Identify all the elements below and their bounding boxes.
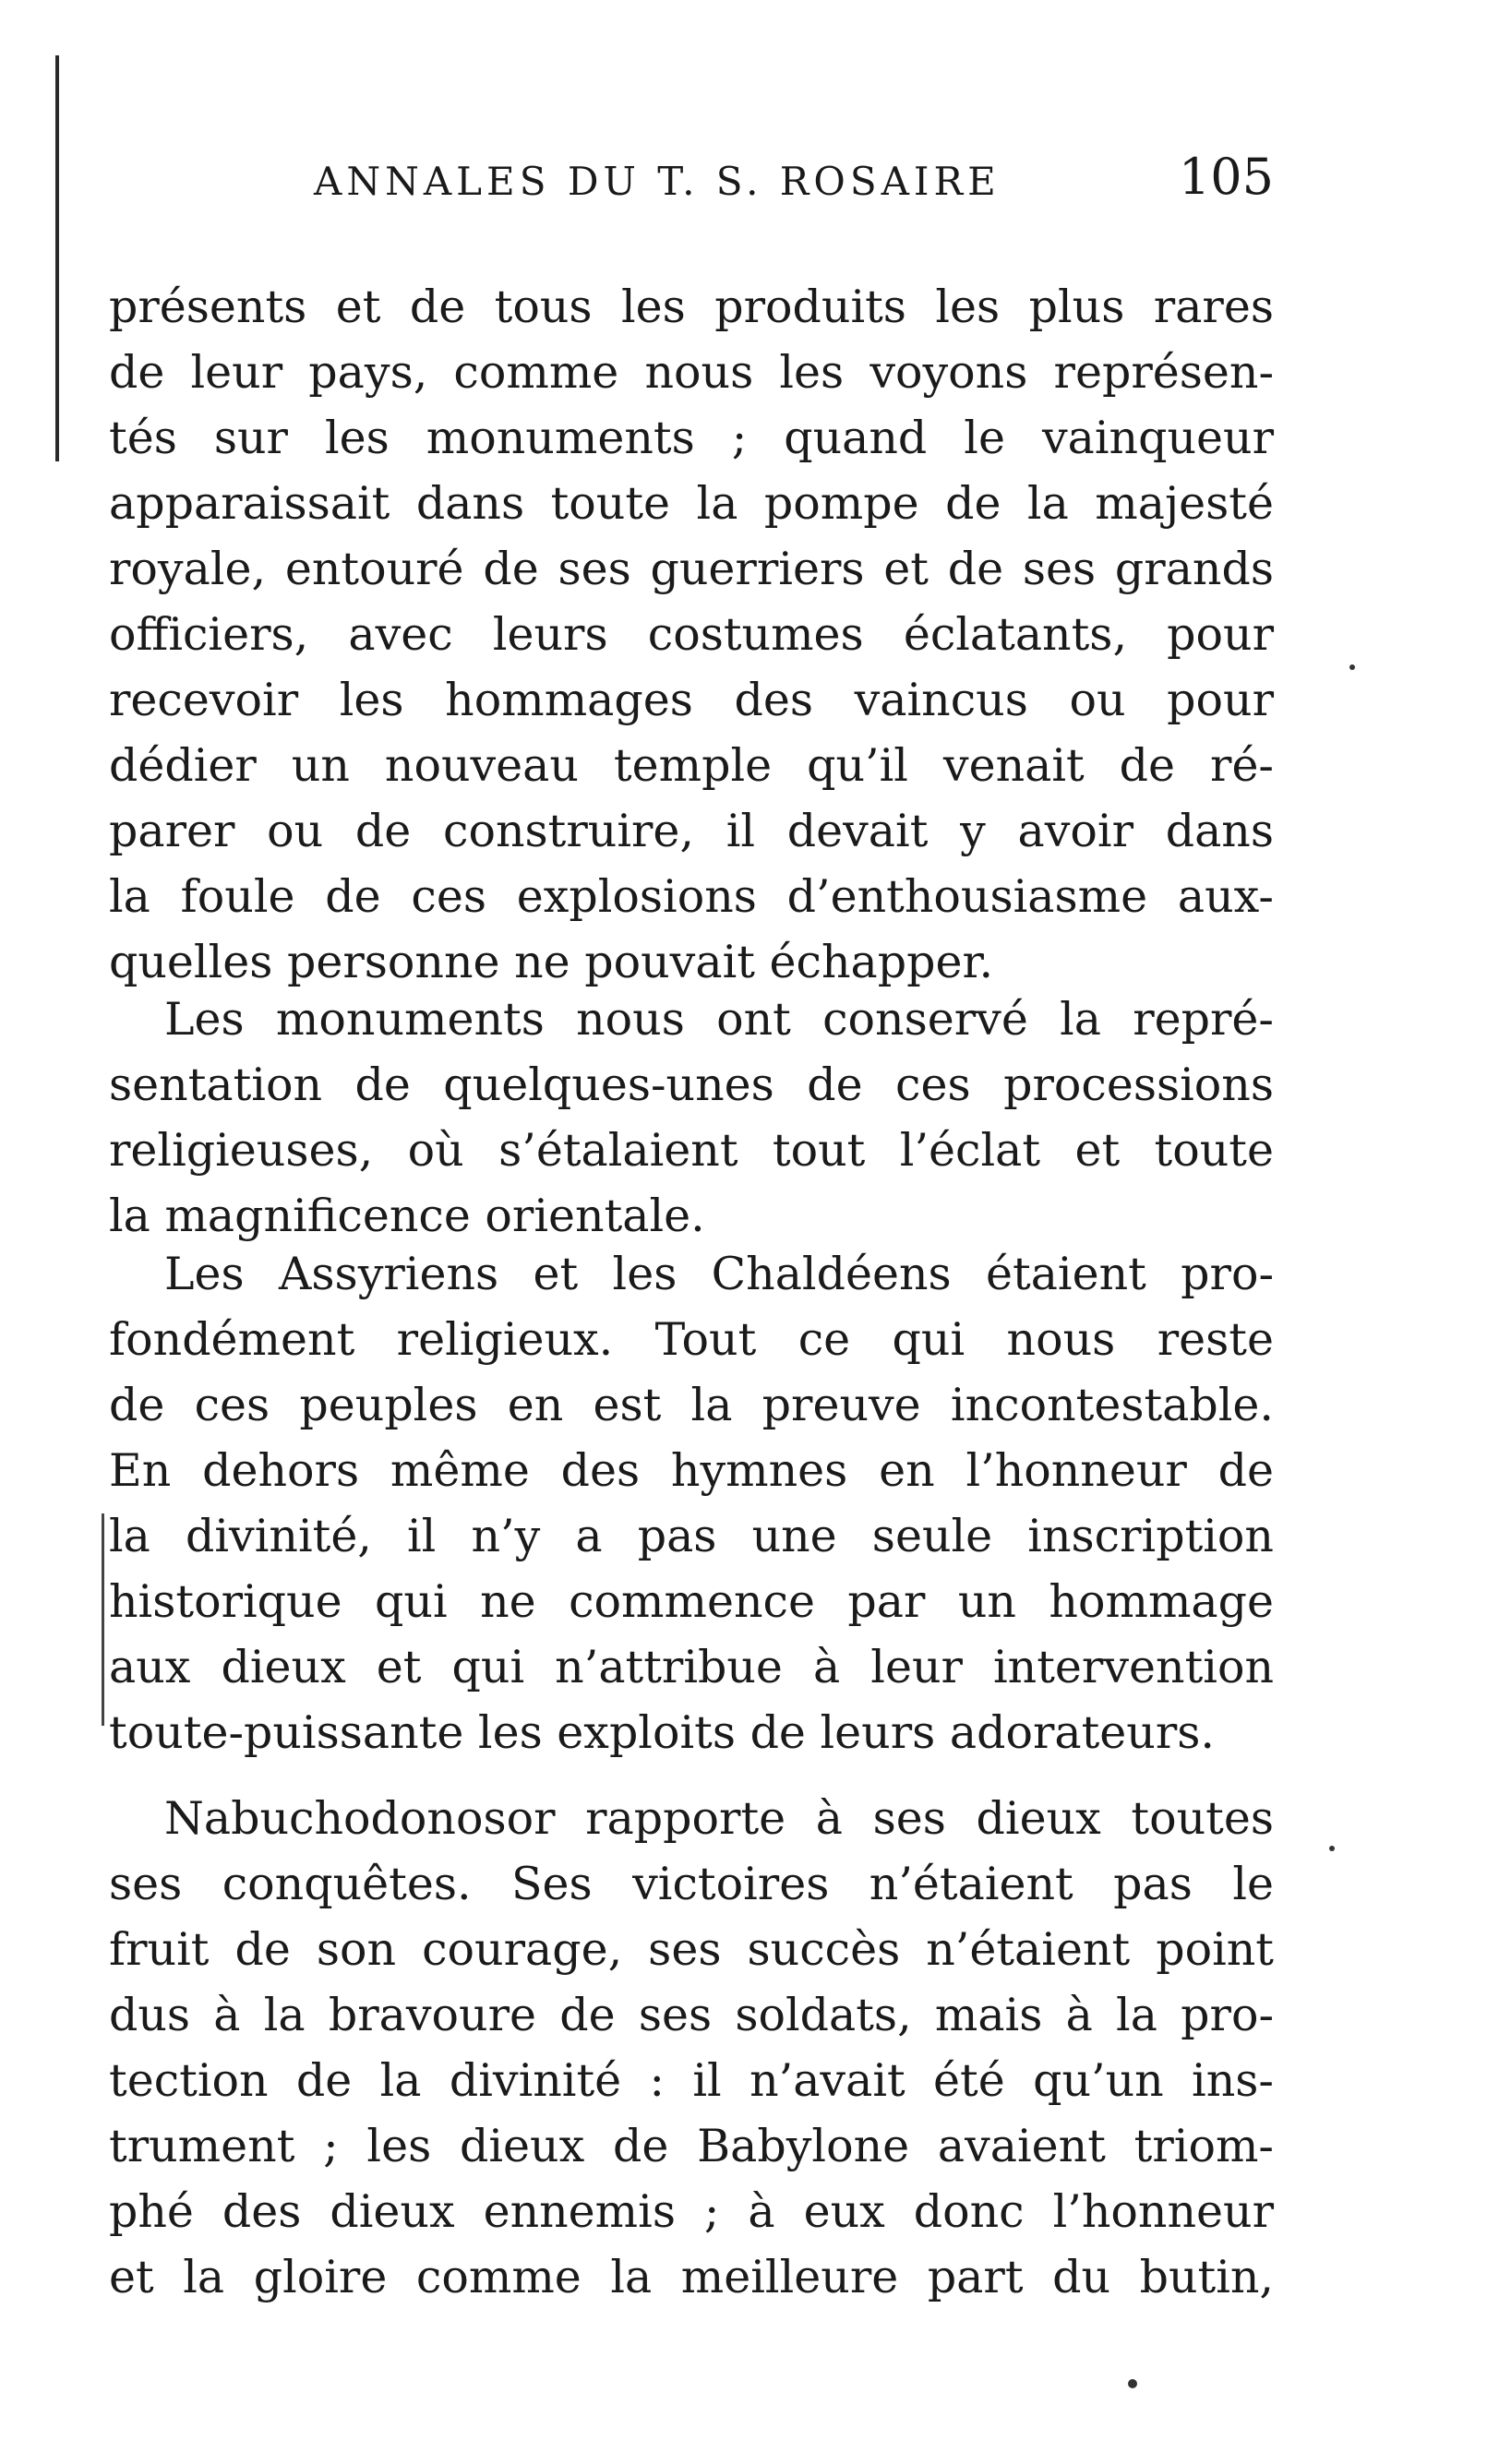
text-line: toute-puissante les exploits de leurs adorateurs. <box>109 1706 1215 1759</box>
running-title: ANNALES DU T. S. ROSAIRE <box>314 159 1001 204</box>
page-header <box>314 148 1274 212</box>
text-line: historique qui ne commence par un hommage <box>109 1575 1274 1628</box>
margin-rule <box>55 55 59 461</box>
text-line: ses conquêtes. Ses victoires n’étaient pas le <box>109 1858 1274 1910</box>
text-line: présents et de tous les produits les plus rares <box>109 281 1274 333</box>
text-line: et la gloire comme la meilleure part du butin, <box>109 2251 1274 2303</box>
text-line: Les monuments nous ont conservé la repré- <box>164 993 1274 1046</box>
text-line: aux dieux et qui n’attribue à leur intervention <box>109 1641 1274 1693</box>
text-line: tés sur les monuments ; quand le vainqueur <box>109 412 1274 464</box>
ink-speck <box>1329 1846 1335 1851</box>
margin-rule <box>102 1513 104 1726</box>
text-line: sentation de quelques-unes de ces processions <box>109 1059 1274 1111</box>
ink-speck <box>1128 2379 1137 2388</box>
text-line: apparaissait dans toute la pompe de la majesté <box>109 477 1274 530</box>
text-line: phé des dieux ennemis ; à eux donc l’honneur <box>109 2185 1274 2238</box>
text-line: quelles personne ne pouvait échapper. <box>109 936 994 988</box>
text-line: officiers, avec leurs costumes éclatants, pour <box>109 608 1274 661</box>
text-line: dédier un nouveau temple qu’il venait de ré- <box>109 739 1274 792</box>
text-line: parer ou de construire, il devait y avoir dans <box>109 805 1274 857</box>
text-line: fondément religieux. Tout ce qui nous reste <box>109 1313 1274 1366</box>
text-line: la divinité, il n’y a pas une seule inscription <box>109 1510 1274 1562</box>
text-line: la magnificence orientale. <box>109 1190 705 1242</box>
text-line: de leur pays, comme nous les voyons représen- <box>109 346 1274 399</box>
page-number: 105 <box>1178 148 1274 206</box>
text-line: trument ; les dieux de Babylone avaient triom- <box>109 2120 1274 2172</box>
text-line: religieuses, où s’étalaient tout l’éclat et toute <box>109 1124 1274 1177</box>
text-line: tection de la divinité : il n’avait été qu’un ins- <box>109 2054 1274 2107</box>
text-line: royale, entouré de ses guerriers et de ses grands <box>109 543 1274 595</box>
text-line: Les Assyriens et les Chaldéens étaient pro- <box>164 1248 1274 1300</box>
text-line: de ces peuples en est la preuve incontestable. <box>109 1379 1274 1431</box>
text-line: la foule de ces explosions d’enthousiasme aux- <box>109 870 1274 923</box>
text-line: Nabuchodonosor rapporte à ses dieux toutes <box>164 1792 1274 1845</box>
text-line: recevoir les hommages des vaincus ou pour <box>109 674 1274 726</box>
text-line: fruit de son courage, ses succès n’étaient point <box>109 1923 1274 1976</box>
text-line: dus à la bravoure de ses soldats, mais à la pro- <box>109 1989 1274 2041</box>
text-line: En dehors même des hymnes en l’honneur de <box>109 1444 1274 1497</box>
ink-speck <box>1349 664 1355 670</box>
